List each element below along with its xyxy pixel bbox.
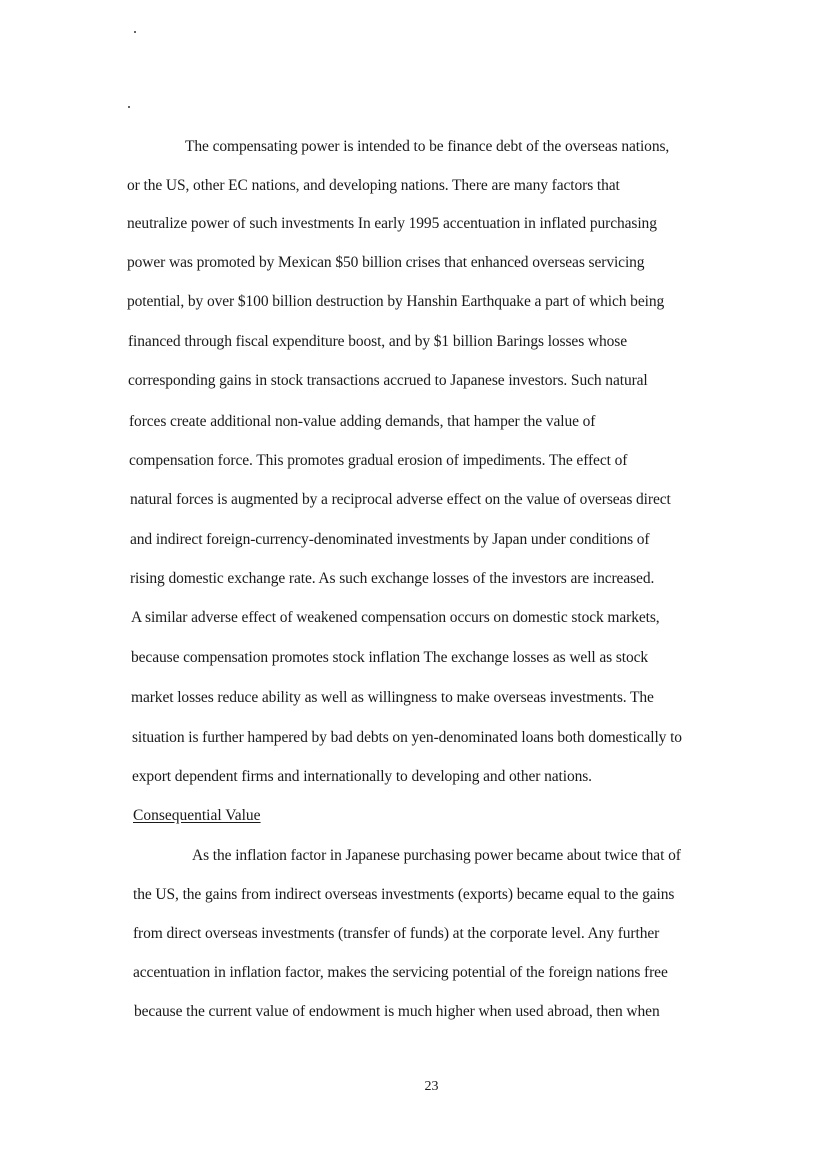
text-line: or the US, other EC nations, and developing nations. There are many factors that [127, 177, 620, 194]
text-line: compensation force. This promotes gradual erosion of impediments. The effect of [129, 452, 628, 469]
text-line: forces create additional non-value adding demands, that hamper the value of [129, 413, 596, 430]
text-line: financed through fiscal expenditure boost, and by $1 billion Barings losses whose [128, 333, 628, 350]
text-line: A similar adverse effect of weakened compensation occurs on domestic stock markets, [131, 609, 660, 626]
scan-speck [134, 31, 136, 33]
text-line: market losses reduce ability as well as willingness to make overseas investments. The [131, 689, 654, 706]
section-heading: Consequential Value [133, 807, 261, 824]
text-line: because the current value of endowment is much higher when used abroad, then when [134, 1003, 660, 1020]
text-line: neutralize power of such investments In early 1995 accentuation in inflated purchasing [127, 215, 657, 232]
text-line: natural forces is augmented by a reciprocal adverse effect on the value of overseas direct [130, 491, 671, 508]
text-line: The compensating power is intended to be finance debt of the overseas nations, [185, 138, 670, 155]
text-line: power was promoted by Mexican $50 billion crises that enhanced overseas servicing [127, 254, 645, 271]
text-line: accentuation in inflation factor, makes the servicing potential of the foreign nations free [133, 964, 668, 981]
text-line: and indirect foreign-currency-denominated investments by Japan under conditions of [130, 531, 650, 548]
text-line: export dependent firms and internationally to developing and other nations. [132, 768, 592, 785]
text-line: the US, the gains from indirect overseas investments (exports) became equal to the gains [133, 886, 675, 903]
text-line: because compensation promotes stock inflation The exchange losses as well as stock [131, 649, 649, 666]
text-line: situation is further hampered by bad debts on yen-denominated loans both domestically to [132, 729, 682, 746]
text-line: corresponding gains in stock transactions accrued to Japanese investors. Such natural [128, 372, 648, 389]
text-line: potential, by over $100 billion destruction by Hanshin Earthquake a part of which being [127, 293, 665, 310]
scan-speck [128, 106, 130, 108]
text-line: As the inflation factor in Japanese purchasing power became about twice that of [192, 847, 681, 864]
text-line: rising domestic exchange rate. As such exchange losses of the investors are increased. [130, 570, 655, 587]
text-line: from direct overseas investments (transfer of funds) at the corporate level. Any further [133, 925, 660, 942]
page-number: 23 [424, 1079, 439, 1094]
